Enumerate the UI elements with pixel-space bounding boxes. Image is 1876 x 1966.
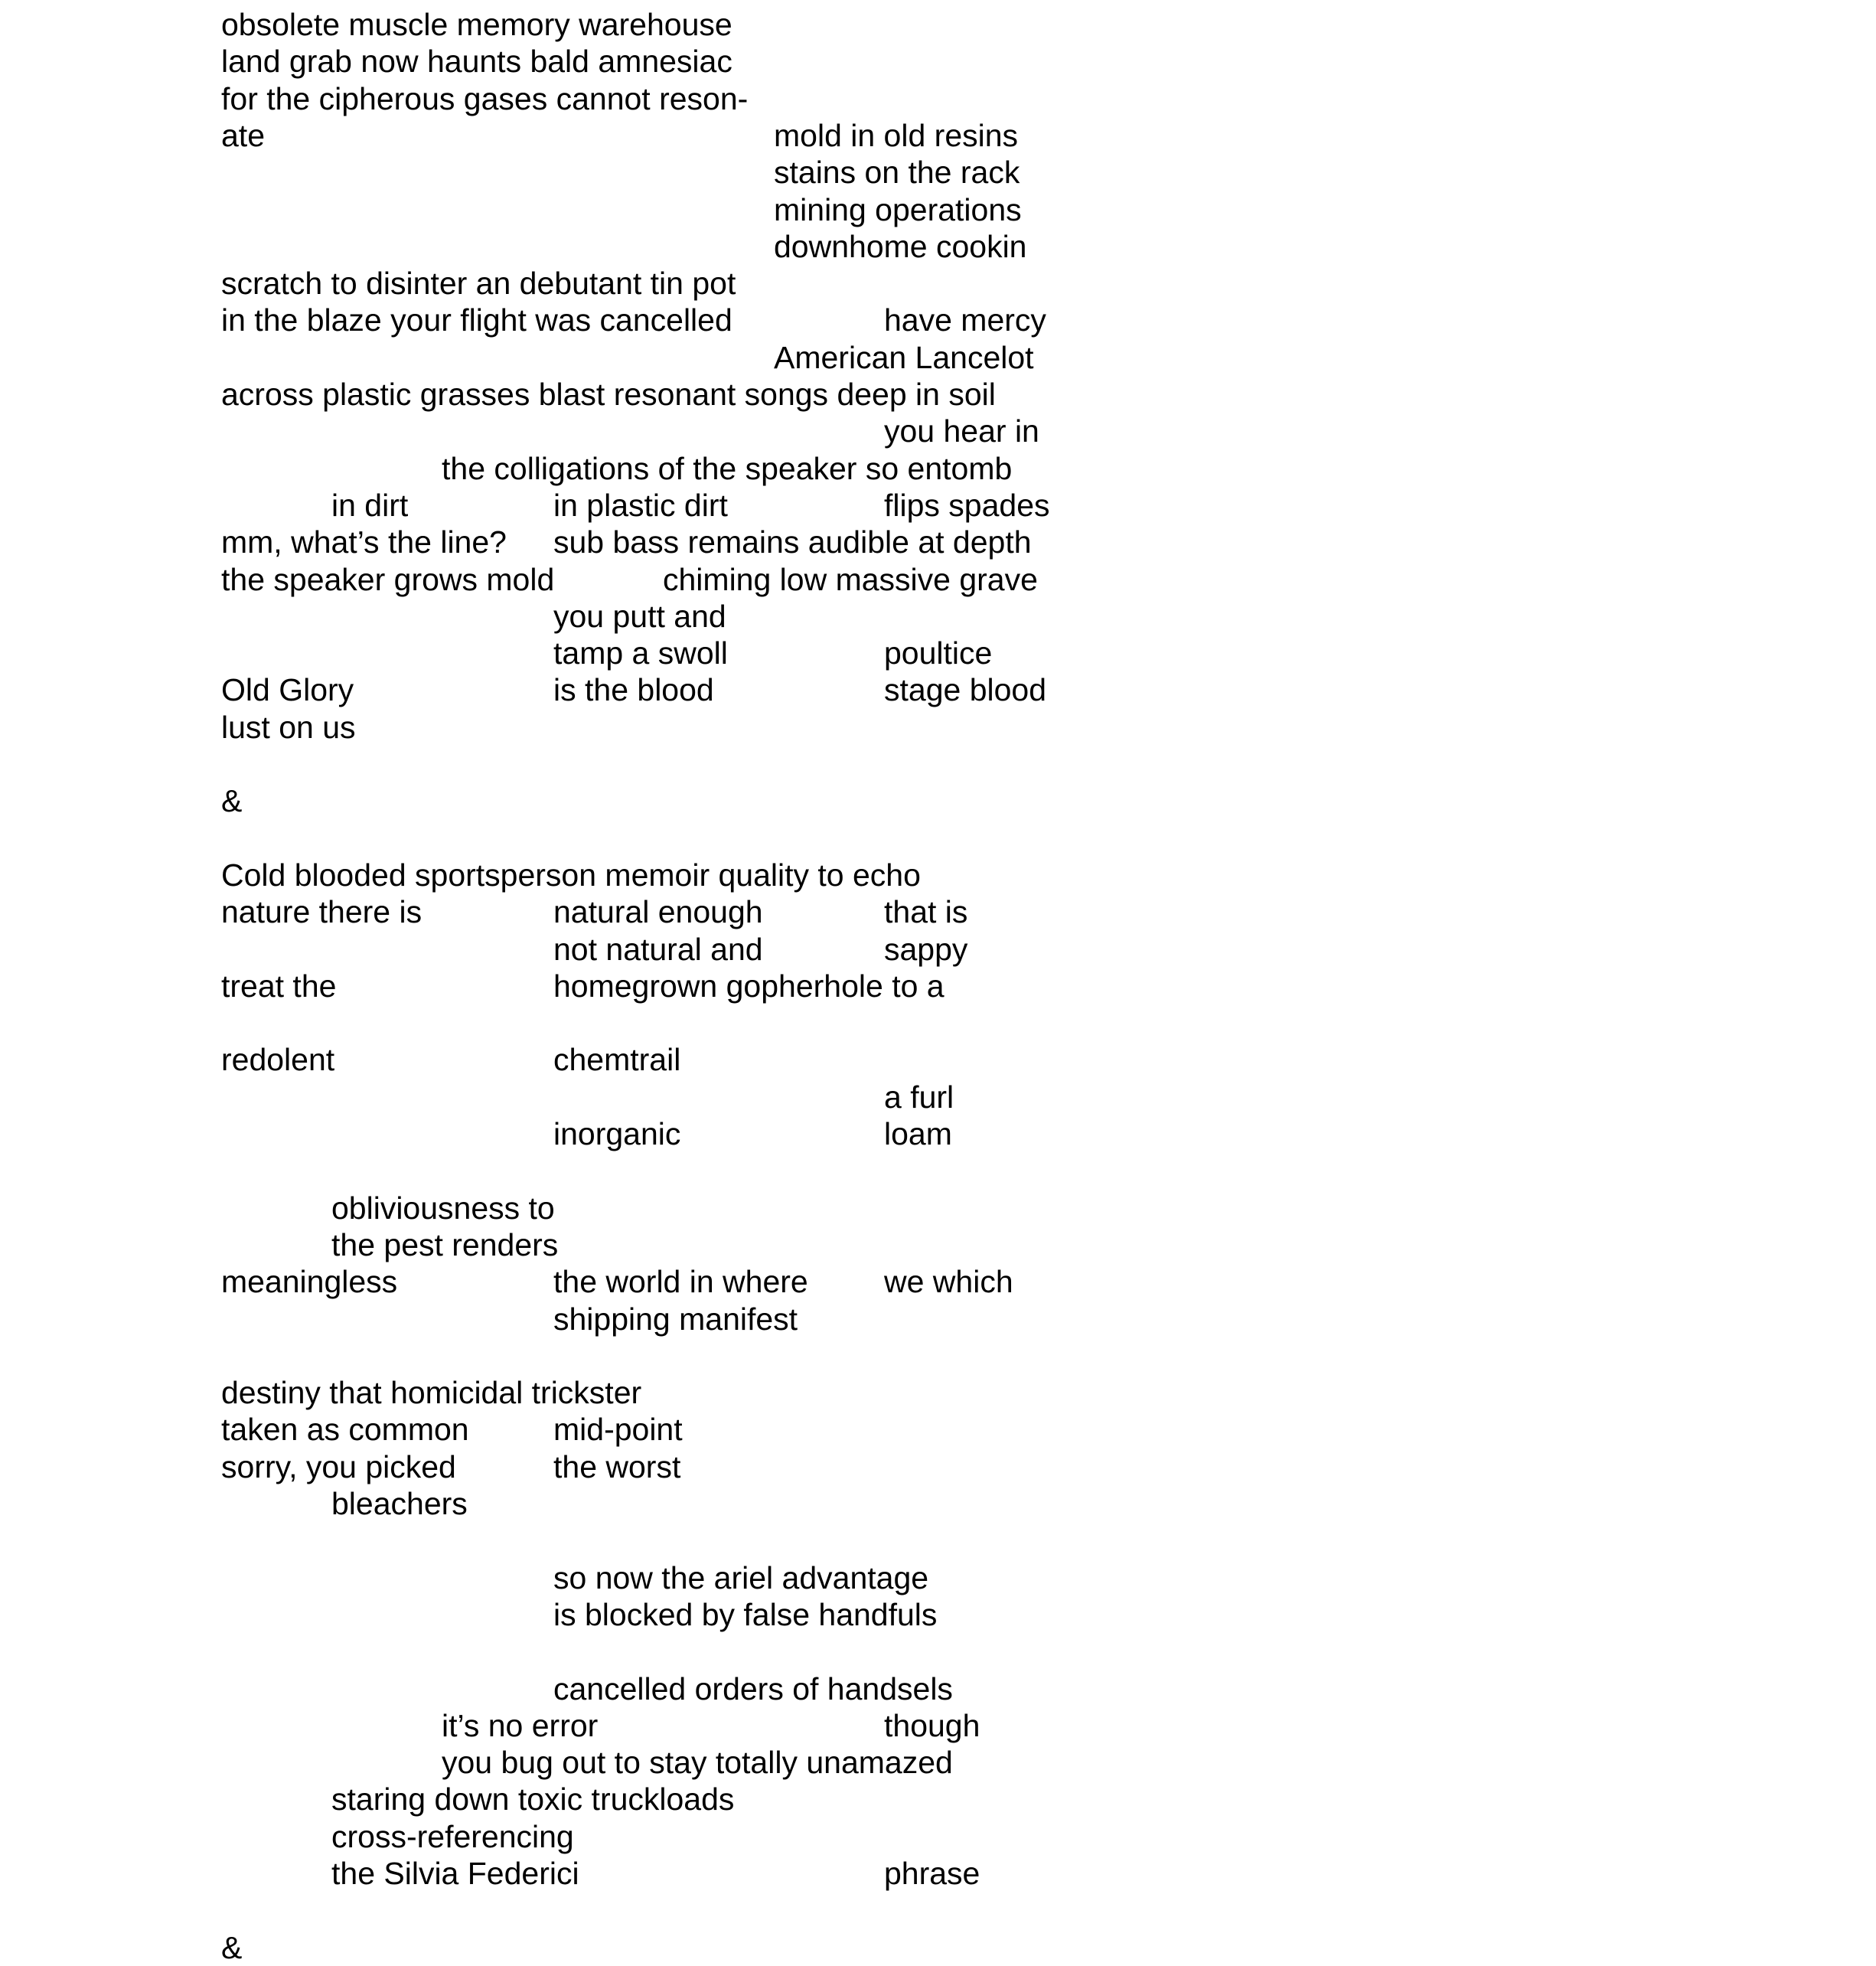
poem-line-segment: destiny that homicidal trickster — [221, 1375, 642, 1411]
poem-line — [0, 450, 1876, 487]
poem-line-segment: flips spades — [884, 487, 1050, 523]
poem-line — [0, 1596, 1876, 1633]
poem-line — [0, 1411, 1876, 1448]
poem-line — [0, 561, 1876, 598]
poem-line-segment: the Silvia Federici — [331, 1856, 579, 1891]
poem-line-segment: American Lancelot — [774, 339, 1034, 375]
poem-line-segment: have mercy — [884, 302, 1046, 338]
poem-line — [0, 43, 1876, 80]
poem-line-segment: you hear in — [884, 413, 1039, 449]
poem-line-segment: sorry, you picked — [221, 1448, 456, 1484]
poem-line-segment: scratch to disinter an debutant tin pot — [221, 266, 736, 302]
poem-line-segment: shipping manifest — [553, 1301, 798, 1337]
poem-line-segment: mm, what’s the line? — [221, 524, 507, 560]
poem-line-segment: stains on the rack — [774, 155, 1020, 191]
poem-line-segment: the colligations of the speaker so entomb — [442, 450, 1013, 486]
poem-line — [0, 968, 1876, 1004]
poem-line — [0, 857, 1876, 893]
poem-line-segment: we which — [884, 1264, 1013, 1300]
poem-line-segment: across plastic grasses blast resonant songs deep in soil — [221, 377, 996, 412]
poem-line — [0, 1448, 1876, 1485]
poem-line-segment: tamp a swoll — [553, 635, 728, 671]
poem-line-segment: nature there is — [221, 894, 423, 930]
poem-line-segment: & — [221, 783, 243, 819]
poem-line — [0, 6, 1876, 43]
poem-line — [0, 782, 1876, 819]
poem-line-segment: chemtrail — [553, 1042, 681, 1078]
poem-line-segment: ate — [221, 117, 265, 153]
poem-line-segment: in the blaze your flight was cancelled — [221, 302, 732, 338]
poem-line-segment: the speaker grows mold — [221, 561, 555, 597]
poem-line-segment: sub bass remains audible at depth — [553, 524, 1032, 560]
poem-line — [0, 1707, 1876, 1744]
poem-line — [0, 228, 1876, 265]
poem-line-segment: for the cipherous gases cannot reson- — [221, 80, 749, 116]
poem-line-segment: the pest renders — [331, 1226, 559, 1262]
poem-line — [0, 265, 1876, 302]
poem-line — [0, 1929, 1876, 1966]
poem-line — [0, 1263, 1876, 1300]
poem-line — [0, 1041, 1876, 1078]
poem-line-segment: sappy — [884, 931, 968, 967]
poem-line — [0, 893, 1876, 930]
poem-line-segment: meaningless — [221, 1264, 398, 1300]
poem-line — [0, 1485, 1876, 1522]
poem-line-segment: & — [221, 1929, 243, 1965]
poem-line — [0, 302, 1876, 338]
poem-line — [0, 117, 1876, 154]
poem-line — [0, 1559, 1876, 1596]
poem-line-segment: you putt and — [553, 598, 726, 634]
poem-line-segment: though — [884, 1707, 980, 1743]
poem-line — [0, 339, 1876, 376]
poem-line — [0, 413, 1876, 449]
poem-line-segment: taken as common — [221, 1412, 469, 1448]
poem-line — [0, 709, 1876, 746]
poem-line-segment: treat the — [221, 968, 337, 1004]
poem-line-segment: downhome cookin — [774, 228, 1027, 264]
poem-line — [0, 635, 1876, 671]
poem-line-segment: lust on us — [221, 709, 356, 745]
poem-line — [0, 1115, 1876, 1152]
poem-line-segment: is blocked by false handfuls — [553, 1596, 938, 1632]
poem-line-segment: poultice — [884, 635, 993, 671]
poem-line — [0, 524, 1876, 560]
poem-line — [0, 1301, 1876, 1337]
poem-line — [0, 1226, 1876, 1263]
poem-line-segment: stage blood — [884, 672, 1047, 708]
poem-line — [0, 191, 1876, 228]
poem-line — [0, 1855, 1876, 1892]
poem-line — [0, 1744, 1876, 1781]
poem-line-segment: cancelled orders of handsels — [553, 1670, 953, 1706]
poem-line-segment: natural enough — [553, 894, 763, 930]
poem-line-segment: cross-referencing — [331, 1818, 574, 1854]
poem-line-segment: loam — [884, 1116, 952, 1151]
poem-line — [0, 1670, 1876, 1707]
poem-line-segment: inorganic — [553, 1116, 681, 1151]
poem-line-segment: in plastic dirt — [553, 487, 728, 523]
poem-line-segment: land grab now haunts bald amnesiac — [221, 44, 732, 80]
poem-line-segment: bleachers — [331, 1486, 468, 1521]
poem-line — [0, 487, 1876, 524]
poem-line-segment: mid-point — [553, 1412, 683, 1448]
poem-line-segment: not natural and — [553, 931, 763, 967]
poem-line — [0, 1781, 1876, 1817]
poem-line-segment: chiming low massive grave — [663, 561, 1038, 597]
poem-line-segment: phrase — [884, 1856, 980, 1891]
poem-line — [0, 1079, 1876, 1115]
poem-line — [0, 154, 1876, 191]
poem-line-segment: Old Glory — [221, 672, 354, 708]
poem-line-segment: Cold blooded sportsperson memoir quality to echo — [221, 857, 921, 893]
poem-line — [0, 80, 1876, 117]
poem-line-segment: is the blood — [553, 672, 714, 708]
poem-line-segment: it’s no error — [442, 1707, 599, 1743]
poem-line-segment: mining operations — [774, 191, 1022, 227]
poem-line — [0, 1374, 1876, 1411]
poem-line-segment: redolent — [221, 1042, 335, 1078]
poem-line-segment: obsolete muscle memory warehouse — [221, 7, 732, 42]
poem-line — [0, 1190, 1876, 1226]
poem-line-segment: in dirt — [331, 487, 409, 523]
poem-line-segment: that is — [884, 894, 968, 930]
poem-line-segment: a furl — [884, 1079, 954, 1115]
poem-line — [0, 1818, 1876, 1855]
poem-line-segment: obliviousness to — [331, 1190, 555, 1226]
poem-line-segment: the world in where — [553, 1264, 808, 1300]
poem-line-segment: mold in old resins — [774, 117, 1019, 153]
poem-line — [0, 598, 1876, 635]
poem-line — [0, 931, 1876, 968]
poem-line-segment: staring down toxic truckloads — [331, 1781, 735, 1817]
poem-line-segment: the worst — [553, 1448, 681, 1484]
poem-line-segment: homegrown gopherhole to a — [553, 968, 945, 1004]
poem-line-segment: you bug out to stay totally unamazed — [442, 1745, 953, 1781]
poem-line-segment: so now the ariel advantage — [553, 1559, 929, 1595]
poem-line — [0, 376, 1876, 413]
poem-line — [0, 671, 1876, 708]
